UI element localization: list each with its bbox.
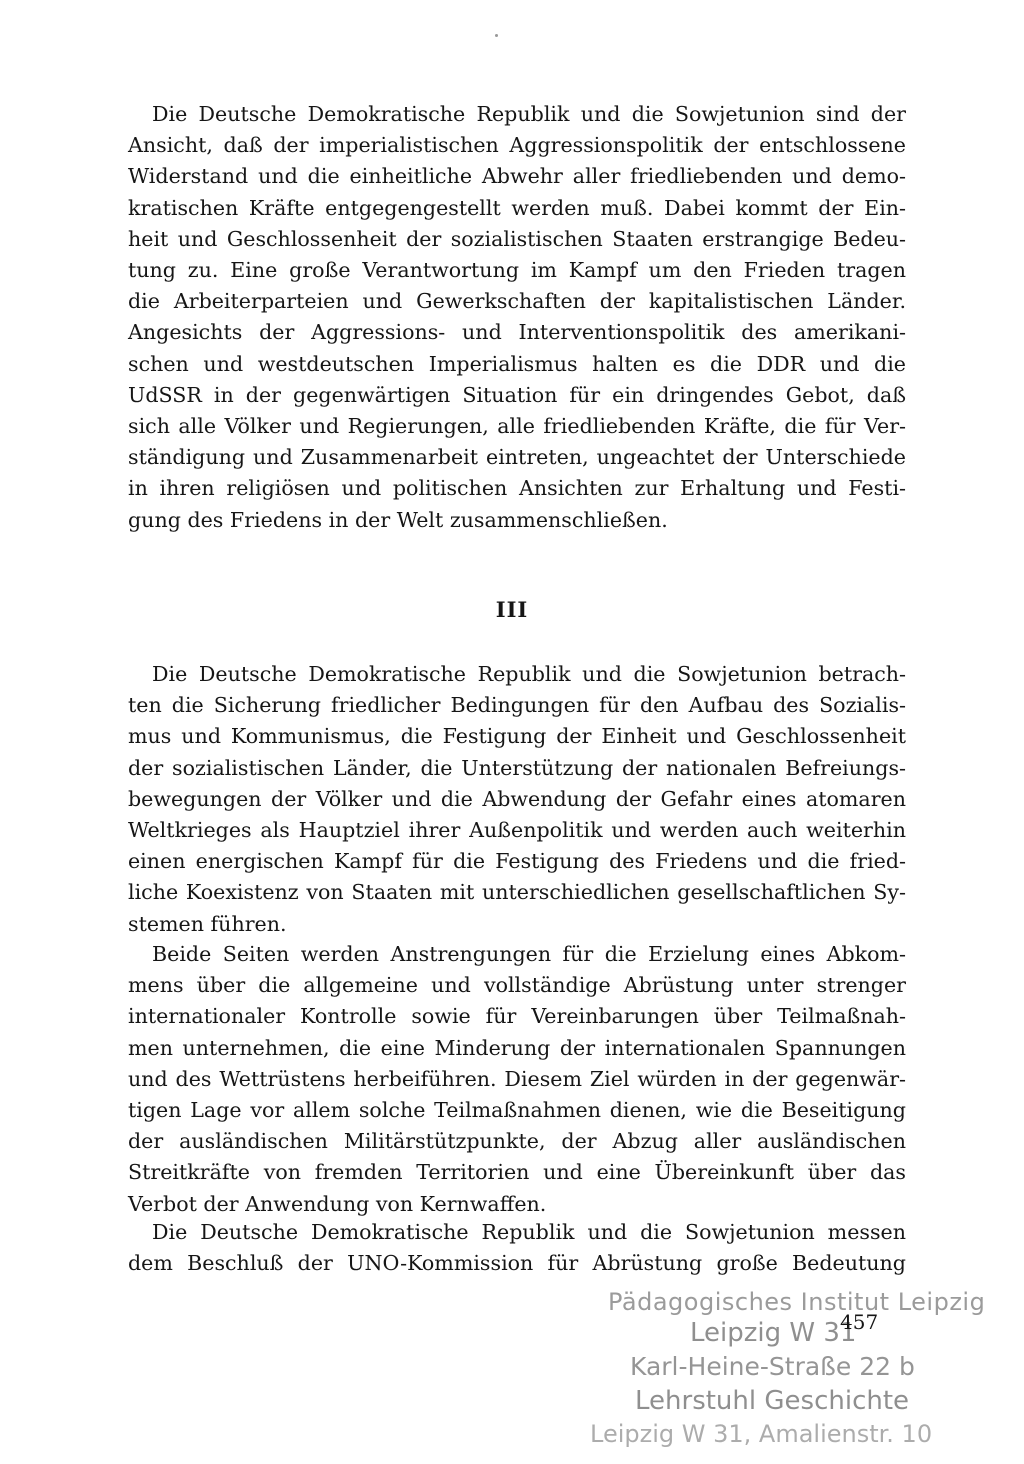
text-line: ständigung und Zusammenarbeit eintreten, ungeachtet der Unterschiede — [128, 445, 906, 470]
text-line: bewegungen der Völker und die Abwendung der Gefahr eines atomaren — [128, 786, 906, 811]
stamp-line: Lehrstuhl Geschichte — [635, 1386, 910, 1416]
text-line: Die Deutsche Demokratische Republik und die Sowjetunion messen — [152, 1220, 906, 1244]
stamp-line: Leipzig W 31, Amalienstr. 10 — [590, 1420, 933, 1448]
paragraph-1 — [128, 99, 906, 536]
text-line: der ausländischen Militärstützpunkte, der Abzug aller ausländischen — [128, 1129, 906, 1154]
text-line: tigen Lage vor allem solche Teilmaßnahmen dienen, wie die Beseitigung — [128, 1098, 906, 1123]
text-line: Die Deutsche Demokratische Republik und die Sowjetunion sind der — [152, 102, 906, 126]
text-line: gung des Friedens in der Welt zusammenschließen. — [128, 507, 668, 532]
text-line: schen und westdeutschen Imperialismus halten es die DDR und die — [128, 351, 906, 376]
text-line: Die Deutsche Demokratische Republik und die Sowjetunion betrach- — [152, 662, 906, 686]
scan-speck — [495, 34, 498, 37]
text-line: liche Koexistenz von Staaten mit unterschiedlichen gesellschaftlichen Sy- — [128, 880, 906, 905]
text-line: internationaler Kontrolle sowie für Vereinbarungen über Teilmaßnah- — [128, 1004, 906, 1029]
paragraph-2 — [128, 659, 906, 940]
text-line: Streitkräfte von fremden Territorien und eine Übereinkunft über das — [128, 1160, 906, 1185]
page-number: 457 — [840, 1310, 879, 1334]
section-heading: III — [495, 597, 529, 622]
stamp-line: Pädagogisches Institut Leipzig — [608, 1288, 986, 1316]
text-line: Beide Seiten werden Anstrengungen für die Erzielung eines Abkom- — [152, 942, 906, 966]
text-line: UdSSR in der gegenwärtigen Situation für ein dringendes Gebot, daß — [128, 382, 906, 407]
text-line: die Arbeiterparteien und Gewerkschaften der kapitalistischen Länder. — [128, 289, 906, 314]
text-line: Angesichts der Aggressions- und Interventionspolitik des amerikani- — [128, 320, 906, 345]
text-line: in ihren religiösen und politischen Ansichten zur Erhaltung und Festi- — [128, 476, 906, 501]
text-line: Weltkrieges als Hauptziel ihrer Außenpolitik und werden auch weiterhin — [128, 818, 906, 843]
text-line: einen energischen Kampf für die Festigung des Friedens und die fried- — [128, 849, 906, 874]
text-line: sich alle Völker und Regierungen, alle friedliebenden Kräfte, die für Ver- — [128, 414, 906, 439]
library-stamp — [590, 1288, 986, 1448]
stamp-line: Karl-Heine-Straße 22 b — [630, 1352, 915, 1381]
paragraph-3 — [128, 939, 906, 1220]
text-line: und des Wettrüstens herbeiführen. Diesem Ziel würden in der gegenwär- — [128, 1066, 906, 1091]
text-line: stemen führen. — [128, 911, 287, 936]
text-line: mens über die allgemeine und vollständige Abrüstung unter strenger — [128, 973, 906, 998]
text-line: Widerstand und die einheitliche Abwehr aller friedliebenden und demo- — [128, 164, 906, 189]
text-line: dem Beschluß der UNO-Kommission für Abrüstung große Bedeutung — [128, 1251, 906, 1276]
text-line: heit und Geschlossenheit der sozialistischen Staaten erstrangige Bedeu- — [128, 226, 906, 251]
text-line: der sozialistischen Länder, die Unterstützung der nationalen Befreiungs- — [128, 755, 906, 780]
text-line: men unternehmen, die eine Minderung der internationalen Spannungen — [128, 1035, 906, 1060]
text-line: Ansicht, daß der imperialistischen Aggressionspolitik der entschlossene — [128, 133, 906, 158]
paragraph-4 — [128, 1217, 906, 1279]
text-line: Verbot der Anwendung von Kernwaffen. — [128, 1191, 547, 1216]
text-line: mus und Kommunismus, die Festigung der Einheit und Geschlossenheit — [128, 724, 906, 749]
text-line: tung zu. Eine große Verantwortung im Kampf um den Frieden tragen — [128, 258, 906, 283]
stamp-line: Leipzig W 31 — [690, 1318, 857, 1348]
text-line: kratischen Kräfte entgegengestellt werden muß. Dabei kommt der Ein- — [128, 195, 906, 220]
text-line: ten die Sicherung friedlicher Bedingungen für den Aufbau des Sozialis- — [128, 693, 906, 718]
